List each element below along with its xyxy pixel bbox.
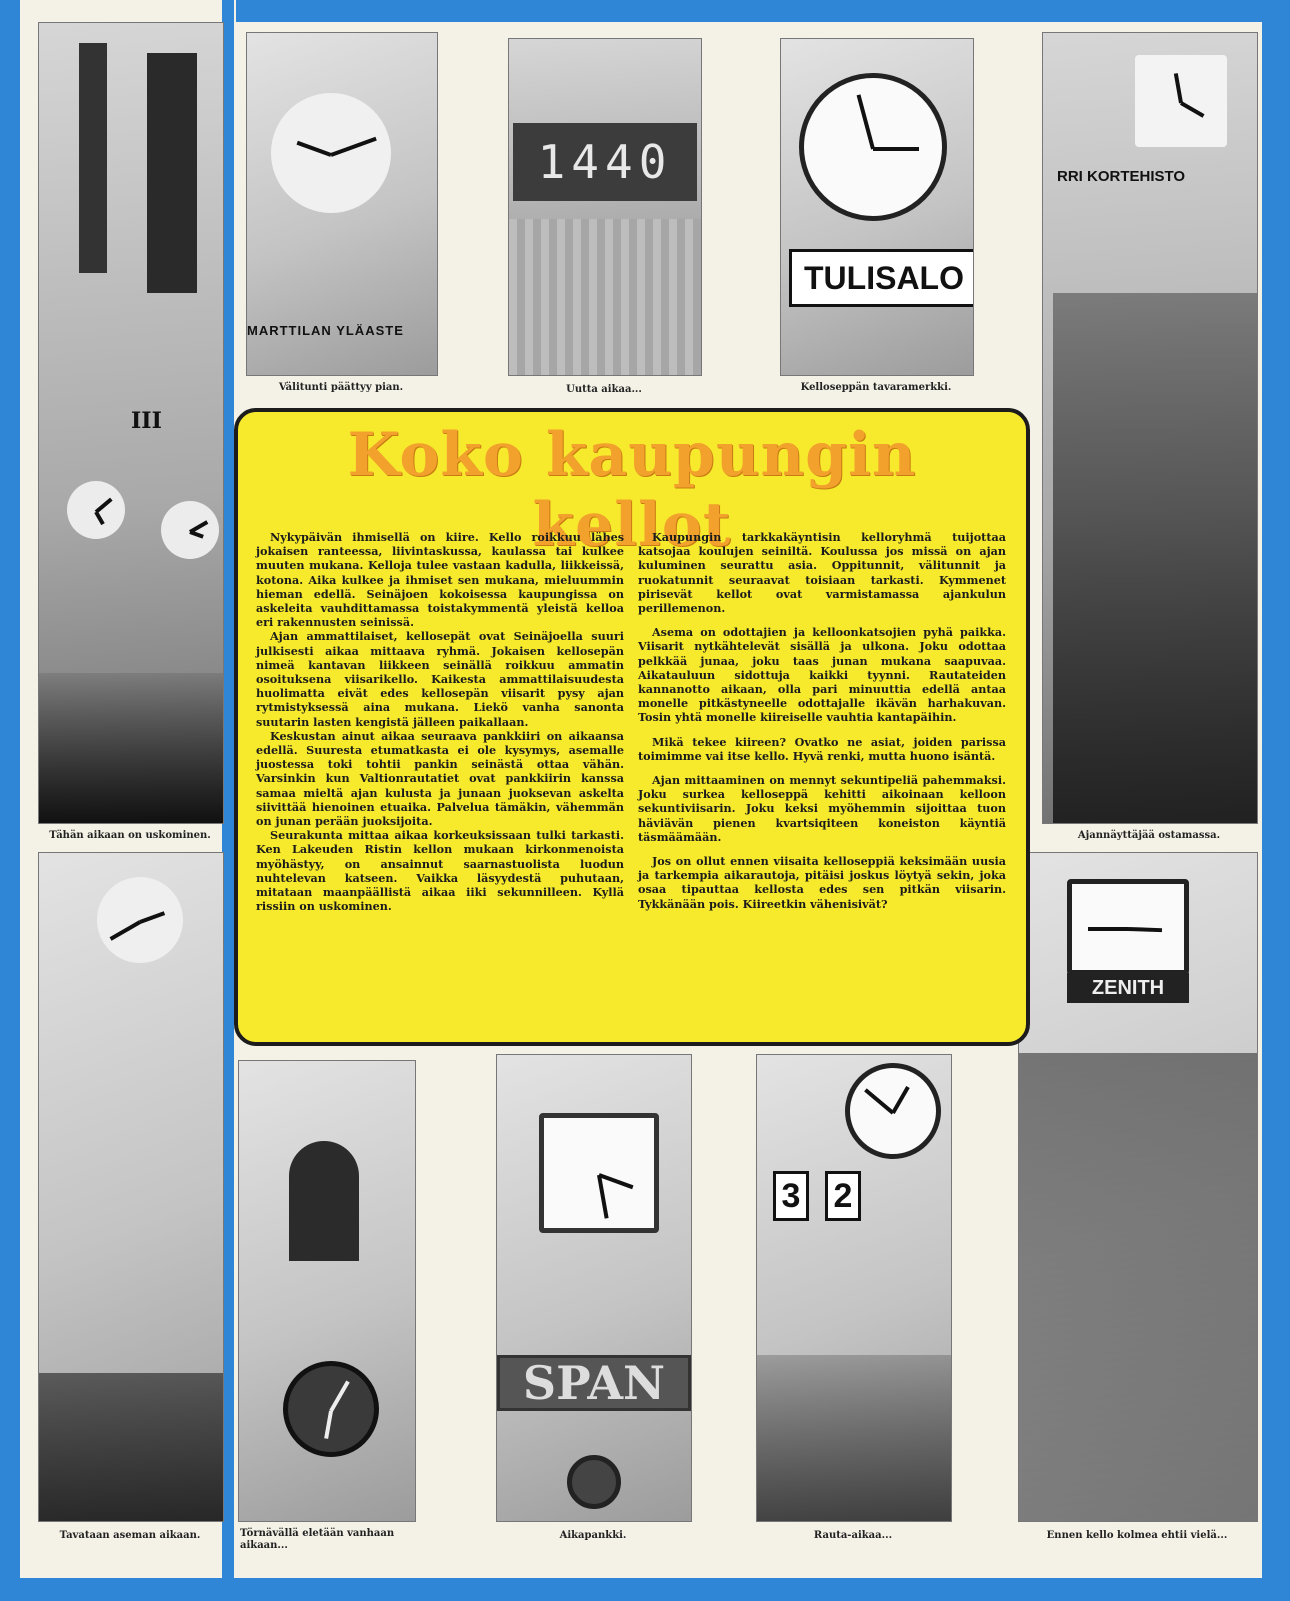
jeweler-clock: [799, 73, 947, 221]
zenith-street-photo: [1018, 852, 1258, 1522]
church-photo: [238, 1060, 416, 1522]
platform-sign-right: 2: [825, 1171, 861, 1221]
church-clock: [283, 1361, 379, 1457]
school-clock: [271, 93, 391, 213]
bottom-blue-border: [0, 1578, 1290, 1601]
caption-station: Tavataan aseman aikaan.: [59, 1530, 201, 1541]
right-paragraph-2: Asema on odottajien ja kelloonkatsojien pyhä paikka. Viisarit nytkähtelevät sisällä ja ulkona. Joku odottaa pelkkää junaa, joku taas junan mukana saapuvaa. Aikatauluun sidottuja kaikki tyynni. Rautateiden kannanotto aikaan, olla pari minuuttia edellä antaa monelle pitkästyneelle odottajalle ikävän harhakuvan. Tosin yhtä monelle kiireiselle vauhtia kantapäihin.: [638, 625, 1006, 725]
top-blue-border: [236, 0, 1290, 22]
article-box: [234, 408, 1030, 1046]
shop-sign: RRI KORTEHISTO: [1057, 168, 1186, 185]
caption-street: Ennen kello kolmea ehtii vielä...: [1046, 1530, 1228, 1541]
rail-clock: [845, 1063, 941, 1159]
zenith-clock: [1067, 879, 1189, 975]
jeweler-clock-photo: [780, 38, 974, 376]
caption-tower: Tähän aikaan on uskominen.: [49, 830, 211, 841]
right-paragraph-4: Ajan mittaaminen on mennyt sekuntipeliä pahemmaksi. Joku surkea kelloseppä kehitti aikoinaan kelloon sekuntiviisarin. Joku keksi myöhemmin sijoittaa tuon häviävän pienen kvartsiqiteen koneiston käyntiä täsmäämään.: [638, 773, 1006, 844]
caption-church: Törnävällä eletään vanhaan aikaan...: [240, 1528, 395, 1551]
caption-jeweler: Kelloseppän tavaramerkki.: [800, 382, 952, 393]
left-paragraph-3: Keskustan ainut aikaa seuraava pankkiiri on aikaansa edellä. Suuresta etumatkasta ei ole kysymys, asemalle juostessa toki tohtii pankin seinästä ottaa vähän. Varsinkin kun Valtionrautatiet ovat pankkiirin kanssa samaa mieltä ajan kulusta ja junaan juoksevan askelta siivittää hienoinen etuaika. Palvelua tämäkin, vähemmän on junan perään juoksijoita.: [256, 728, 624, 829]
school-clock-photo: [246, 32, 438, 376]
article-left-column: [256, 530, 624, 913]
caption-digital: Uutta aikaa...: [566, 384, 642, 395]
left-paragraph-4: Seurakunta mittaa aikaa korkeuksissaan tulki tarkasti. Ken Lakeuden Ristin kellon mukaan kirkonmenoista myöhästyy, on ansainnut saarnastuolista luodun nuhtelevan katseen. Vaikka läsyydestä puhutaan, mitataan maanpäällistä aikaa iiki sekunnilleen. Kyllä rissiin on uskominen.: [256, 828, 624, 914]
tower-clock-right: [161, 501, 219, 559]
platform-sign-left: 3: [773, 1171, 809, 1221]
digital-clock-photo: [508, 38, 702, 376]
station-clock: [97, 877, 183, 963]
right-paragraph-1: Kaupungin tarkkakäyntisin kelloryhmä tuijottaa katsojaa koulujen seiniltä. Koulussa jos missä on ajan kuluminen seurattu asia. Oppitunnit, välitunnit ja ruokatunnit seuraavat toisiaan tarkasti. Kymmenet pirisevät kellot ovat varmistamassa ajankulun perillemenon.: [638, 530, 1006, 616]
rail-clock-photo: [756, 1054, 952, 1522]
caption-shop: Ajannäyttäjää ostamassa.: [1077, 830, 1221, 841]
tower-roman-mark: III: [131, 408, 162, 434]
article-right-column: [638, 530, 1006, 921]
tower-clock-left: [67, 481, 125, 539]
tulisalo-sign: TULISALO: [789, 249, 974, 307]
left-paragraph-2: Ajan ammattilaiset, kellosepät ovat Seinäjoella suuri julkisesti aikaa mittaava ryhmä. Jokaisen kellosepän nimeä kantavan liikkeen seinällä roikkuu ammatin osoituksena viisarikello. Kaikesta ammattilaisuudesta huolimatta eivät edes kellosepän viisarit pysy ajan rytmistyksessä aina mukana. Liekö vanha sanonta suutarin lasten kengistä jälleen paikallaan.: [256, 629, 624, 729]
school-sign: MARTTILAN YLÄASTE: [247, 323, 404, 338]
station-photo: [38, 852, 224, 1522]
bank-clock-photo: [496, 1054, 692, 1522]
right-blue-border: [1262, 0, 1290, 1601]
shop-clock: [1135, 55, 1227, 147]
left-blue-border: [0, 0, 20, 1601]
bank-logo: [567, 1455, 621, 1509]
right-paragraph-5: Jos on ollut ennen viisaita kelloseppiä keksimään uusia ja tarkempia aikarautoja, pitäisi joskus löytyä sekin, joka osaa tipauttaa kellosta edes sen pitkän viisarin. Tykkänään pois. Kiireetkin vähenisivät?: [638, 854, 1006, 911]
bank-clock: [539, 1113, 659, 1233]
left-paragraph-1: Nykypäivän ihmisellä on kiire. Kello roikkuu lähes jokaisen ranteessa, liivintaskussa, kaulassa tai kulkee muuten mukana. Kelloja tulee vastaan kadulla, liikkeissä, kotona. Aika kulkee ja ihmiset sen mukana, mieluummin hieman edellä. Seinäjoen kokoisessa kaupungissa on askeleita vauhdittamassa toistakymmentä yleistä kelloa eri rakennusten seinissä.: [256, 530, 624, 630]
caption-rail: Rauta-aikaa...: [813, 1530, 893, 1541]
tower-photo: [38, 22, 224, 824]
shop-photo: [1042, 32, 1258, 824]
right-paragraph-3: Mikä tekee kiireen? Ovatko ne asiat, joiden parissa toimimme vai itse kello. Hyvä renki, mutta huono isäntä.: [638, 734, 1006, 763]
article-title: Koko kaupungin kellot: [347, 420, 917, 560]
caption-school: Välitunti päättyy pian.: [278, 382, 404, 393]
caption-bank: Aikapankki.: [559, 1530, 627, 1541]
zenith-sign: ZENITH: [1067, 973, 1189, 1003]
digital-clock-display: 1440: [513, 123, 697, 201]
bank-sign: SPAN: [497, 1355, 691, 1411]
